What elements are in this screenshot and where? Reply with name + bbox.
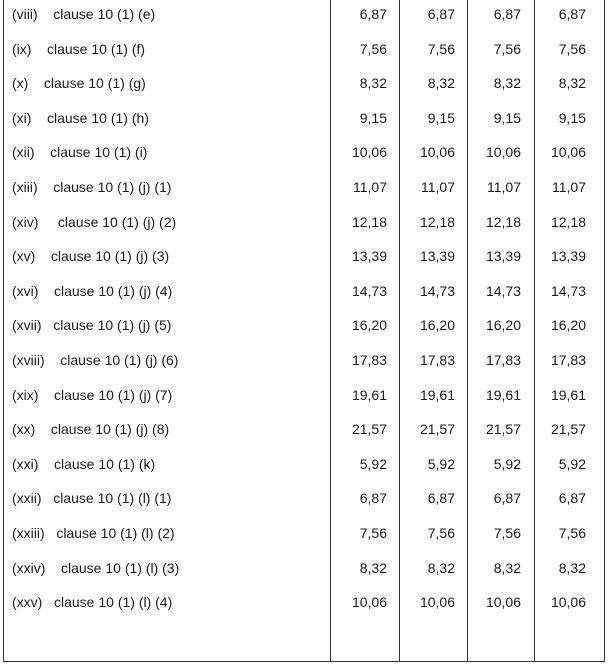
value-cell: 13,39 — [351, 248, 387, 265]
value-cell: 21,57 — [351, 421, 387, 438]
value-cell: 14,73 — [419, 282, 455, 299]
row-label: (xix) clause 10 (1) (j) (7) — [12, 386, 173, 403]
value-cell: 12,18 — [550, 213, 586, 230]
table-row — [4, 592, 604, 612]
value-cell: 13,39 — [550, 248, 586, 265]
value-cell: 7,56 — [359, 40, 387, 57]
value-cell: 8,32 — [558, 75, 586, 92]
value-cell: 9,15 — [427, 109, 455, 126]
value-cell: 10,06 — [419, 594, 455, 611]
row-label: (xi) clause 10 (1) (h) — [12, 109, 149, 126]
rates-table — [3, 0, 605, 662]
value-cell: 12,18 — [485, 213, 521, 230]
row-label: (xii) clause 10 (1) (i) — [12, 144, 148, 161]
table-row — [4, 177, 604, 197]
value-cell: 6,87 — [493, 490, 521, 507]
table-row — [4, 419, 604, 439]
value-cell: 9,15 — [359, 109, 387, 126]
table-row — [4, 281, 604, 301]
value-cell: 14,73 — [485, 282, 521, 299]
row-label: (xx) clause 10 (1) (j) (8) — [12, 421, 170, 438]
row-label: (xxii) clause 10 (1) (l) (1) — [12, 490, 172, 507]
row-label: (xxiv) clause 10 (1) (l) (3) — [12, 559, 180, 576]
value-cell: 16,20 — [550, 317, 586, 334]
table-row — [4, 246, 604, 266]
value-cell: 11,07 — [552, 179, 586, 195]
value-cell: 8,32 — [427, 75, 455, 92]
value-cell: 17,83 — [485, 352, 521, 368]
row-label: (xiii) clause 10 (1) (j) (1) — [12, 179, 172, 195]
table-row — [4, 212, 604, 232]
value-cell: 8,32 — [493, 75, 521, 92]
value-cell: 19,61 — [485, 386, 521, 403]
value-cell: 19,61 — [419, 386, 455, 403]
table-row — [4, 454, 604, 474]
value-cell: 10,06 — [550, 594, 586, 611]
row-label: (xiv) clause 10 (1) (j) (2) — [12, 213, 177, 230]
value-cell: 17,83 — [419, 352, 455, 368]
value-cell: 5,92 — [427, 455, 455, 472]
row-label: (xvi) clause 10 (1) (j) (4) — [12, 282, 173, 299]
value-cell: 6,87 — [493, 6, 521, 22]
value-cell: 6,87 — [558, 490, 586, 507]
value-cell: 21,57 — [550, 421, 586, 438]
row-label: (x) clause 10 (1) (g) — [12, 75, 146, 92]
table-row — [4, 108, 604, 128]
value-cell: 10,06 — [485, 594, 521, 611]
value-cell: 8,32 — [359, 75, 387, 92]
row-label: (xvii) clause 10 (1) (j) (5) — [12, 317, 172, 334]
value-cell: 6,87 — [427, 6, 455, 22]
value-cell: 7,56 — [493, 525, 521, 541]
value-cell: 8,32 — [558, 559, 586, 576]
table-row — [4, 39, 604, 59]
value-cell: 8,32 — [493, 559, 521, 576]
value-cell: 6,87 — [359, 6, 387, 22]
row-label: (xxi) clause 10 (1) (k) — [12, 455, 156, 472]
value-cell: 9,15 — [493, 109, 521, 126]
value-cell: 21,57 — [485, 421, 521, 438]
value-cell: 10,06 — [419, 144, 455, 161]
value-cell: 17,83 — [550, 352, 586, 368]
value-cell: 7,56 — [558, 40, 586, 57]
row-label: (viii) clause 10 (1) (e) — [12, 6, 156, 22]
value-cell: 10,06 — [485, 144, 521, 161]
value-cell: 19,61 — [550, 386, 586, 403]
value-cell: 10,06 — [550, 144, 586, 161]
value-cell: 7,56 — [558, 525, 586, 541]
value-cell: 5,92 — [558, 455, 586, 472]
value-cell: 21,57 — [419, 421, 455, 438]
value-cell: 16,20 — [351, 317, 387, 334]
value-cell: 8,32 — [359, 559, 387, 576]
row-label: (xxiii) clause 10 (1) (l) (2) — [12, 525, 175, 541]
value-cell: 16,20 — [419, 317, 455, 334]
value-cell: 13,39 — [419, 248, 455, 265]
table-row — [4, 558, 604, 578]
value-cell: 10,06 — [351, 594, 387, 611]
table-row — [4, 488, 604, 508]
row-label: (xxv) clause 10 (1) (l) (4) — [12, 594, 173, 611]
table-row — [4, 385, 604, 405]
table-row — [4, 350, 604, 370]
row-label: (xv) clause 10 (1) (j) (3) — [12, 248, 170, 265]
row-label: (ix) clause 10 (1) (f) — [12, 40, 146, 57]
table-row — [4, 315, 604, 335]
value-cell: 11,07 — [353, 179, 387, 195]
table-row — [4, 523, 604, 543]
value-cell: 17,83 — [351, 352, 387, 368]
value-cell: 6,87 — [427, 490, 455, 507]
value-cell: 19,61 — [351, 386, 387, 403]
value-cell: 10,06 — [351, 144, 387, 161]
value-cell: 5,92 — [493, 455, 521, 472]
value-cell: 8,32 — [427, 559, 455, 576]
row-label: (xviii) clause 10 (1) (j) (6) — [12, 352, 179, 368]
value-cell: 7,56 — [493, 40, 521, 57]
value-cell: 12,18 — [351, 213, 387, 230]
value-cell: 9,15 — [558, 109, 586, 126]
value-cell: 5,92 — [359, 455, 387, 472]
value-cell: 6,87 — [558, 6, 586, 22]
value-cell: 7,56 — [427, 525, 455, 541]
value-cell: 14,73 — [351, 282, 387, 299]
value-cell: 16,20 — [485, 317, 521, 334]
value-cell: 14,73 — [550, 282, 586, 299]
value-cell: 11,07 — [487, 179, 521, 195]
value-cell: 7,56 — [359, 525, 387, 541]
value-cell: 11,07 — [421, 179, 455, 195]
table-row — [4, 4, 604, 24]
value-cell: 6,87 — [359, 490, 387, 507]
value-cell: 7,56 — [427, 40, 455, 57]
value-cell: 13,39 — [485, 248, 521, 265]
table-row — [4, 142, 604, 162]
table-row — [4, 73, 604, 93]
value-cell: 12,18 — [419, 213, 455, 230]
